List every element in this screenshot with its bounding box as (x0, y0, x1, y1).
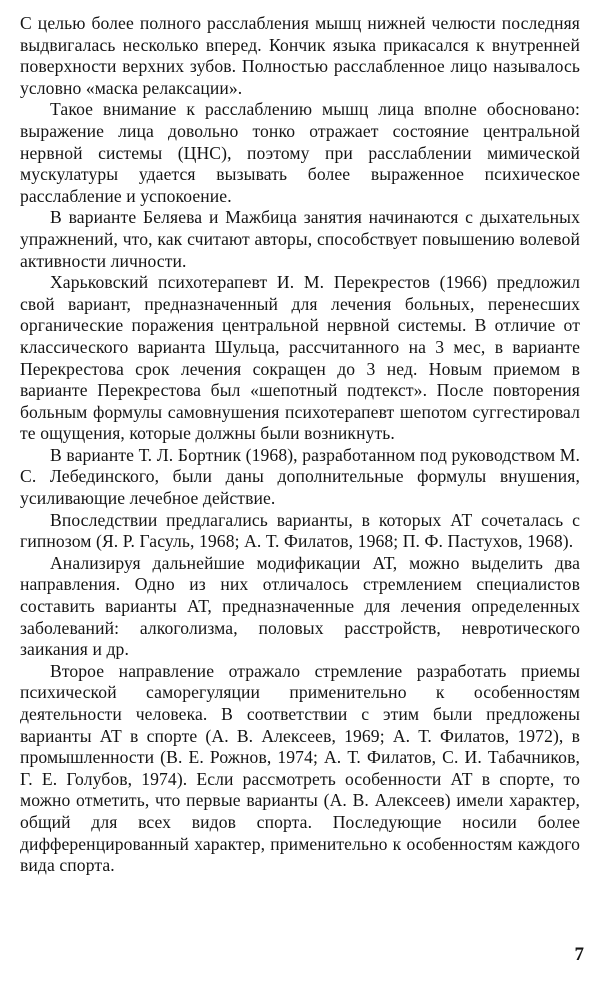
paragraph-4: Харьковский психотерапевт И. М. Перекрестов (1966) предложил свой вариант, предназначенный для лечения больных, перенесших органические поражения центральной нервной системы. В отличие от классического варианта Шульца, рассчитанного на 3 мес, в варианте Перекрестова срок лечения сокращен до 3 нед. Новым приемом в варианте Перекрестова был «шепотный подтекст». После повторения больным формулы самовнушения психотерапевт шепотом суггестировал те ощущения, которые должны были возникнуть. (20, 272, 580, 444)
paragraph-8: Второе направление отражало стремление разработать приемы психической саморегуляции применительно к особенностям деятельности человека. В соответствии с этим были предложены варианты АТ в спорте (А. В. Алексеев, 1969; А. Т. Филатов, 1972), в промышленности (В. Е. Рожнов, 1974; А. Т. Филатов, С. И. Табачников, Г. Е. Голубов, 1974). Если рассмотреть особенности АТ в спорте, то можно отметить, что первые варианты (А. В. Алексеев) имели характер, общий для всех видов спорта. Последующие носили более дифференцированный характер, применительно к особенностям каждого вида спорта. (20, 660, 580, 876)
paragraph-5: В варианте Т. Л. Бортник (1968), разработанном под руководством М. С. Лебединского, были даны дополнительные формулы внушения, усиливающие лечебное действие. (20, 444, 580, 509)
paragraph-2: Такое внимание к расслаблению мышц лица вполне обосновано: выражение лица довольно тонко отражает состояние центральной нервной системы (ЦНС), поэтому при расслаблении мимической мускулатуры удается вызывать более выраженное психическое расслабление и успокоение. (20, 99, 580, 206)
paragraph-6: Впоследствии предлагались варианты, в которых АТ сочеталась с гипнозом (Я. Р. Гасуль, 1968; А. Т. Филатов, 1968; П. Ф. Пастухов, 1968). (20, 509, 580, 552)
paragraph-3: В варианте Беляева и Мажбица занятия начинаются с дыхательных упражнений, что, как считают авторы, способствует повышению волевой активности личности. (20, 207, 580, 271)
paragraph-1: С целью более полного расслабления мышц нижней челюсти последняя выдвигалась несколько вперед. Кончик языка прикасался к внутренней поверхности верхних зубов. Полностью расслабленное лицо называлось условно «маска релаксации». (20, 13, 580, 98)
body-text (20, 13, 580, 877)
paragraph-7: Анализируя дальнейшие модификации АТ, можно выделить два направления. Одно из них отличалось стремлением специалистов составить варианты АТ, предназначенные для лечения определенных заболеваний: алкоголизма, половых расстройств, невротического заикания и др. (20, 552, 580, 660)
page-number: 7 (574, 944, 584, 965)
